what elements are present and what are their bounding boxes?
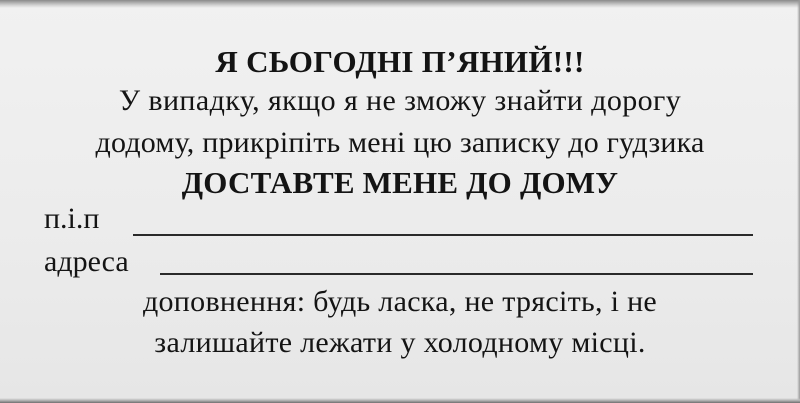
note-text-line-2: додому, прикріпіть мені цю записку до гудзика [95, 126, 705, 159]
delivery-heading: ДОСТАВТЕ МЕНЕ ДО ДОМУ [181, 165, 619, 200]
address-field-label: адреса [44, 245, 129, 278]
address-field-line [160, 273, 753, 275]
paper-bottom-edge [0, 398, 800, 403]
addendum-line-1: доповнення: будь ласка, не трясіть, і не [142, 285, 658, 318]
note-text-line-1: У випадку, якщо я не зможу знайти дорогу [118, 84, 682, 117]
paper-top-edge [0, 0, 800, 8]
name-field-line [133, 234, 753, 236]
name-field-label: п.і.п [44, 202, 100, 235]
note-title: Я СЬОГОДНІ П’ЯНИЙ!!! [215, 44, 585, 79]
addendum-line-2: залишайте лежати у холодному місці. [154, 326, 646, 359]
